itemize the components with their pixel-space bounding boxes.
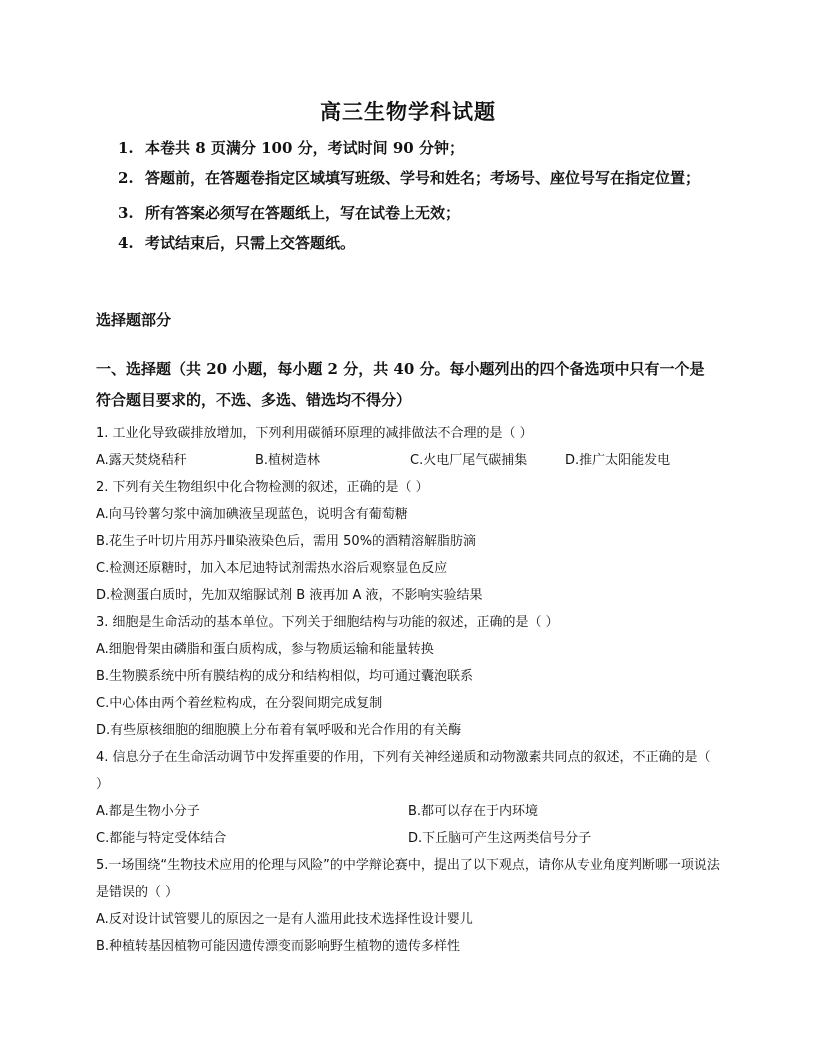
option-d: D.下丘脑可产生这两类信号分子	[408, 831, 592, 846]
question-stem: 4. 信息分子在生命活动调节中发挥重要的作用，下列有关神经递质和动物激素共同点的叙述，不正确的是（ ）	[96, 750, 711, 792]
instruction-number: 4.	[118, 234, 134, 252]
instruction-item	[118, 233, 718, 253]
page-title: 高三生物学科试题	[320, 99, 496, 124]
option-a: A.向马铃薯匀浆中滴加碘液呈现蓝色，说明含有葡萄糖	[96, 507, 408, 522]
option-row	[96, 447, 720, 474]
option-c: C.中心体由两个着丝粒构成，在分裂间期完成复制	[96, 696, 383, 711]
option-b: B.花生子叶切片用苏丹Ⅲ染液染色后，需用 50%的酒精溶解脂肪滴	[96, 534, 477, 549]
option-c: C.火电厂尾气碳捕集	[410, 453, 528, 468]
instruction-item	[118, 203, 718, 223]
option-c: C.检测还原糖时，加入本尼迪特试剂需热水浴后观察显色反应	[96, 561, 448, 576]
instructions-list	[118, 138, 718, 263]
option-d: D.推广太阳能发电	[565, 453, 671, 468]
option-a: A.反对设计试管婴儿的原因之一是有人滥用此技术选择性设计婴儿	[96, 912, 473, 927]
section-label: 选择题部分	[96, 311, 172, 329]
instruction-text: 本卷共 8 页满分 100 分，考试时间 90 分钟；	[145, 139, 464, 157]
option-a: A.露天焚烧秸秆	[96, 453, 187, 468]
instruction-number: 2.	[118, 169, 134, 187]
part-heading: 一、选择题（共 20 小题，每小题 2 分，共 40 分。每小题列出的四个备选项中只有一个是符合题目要求的，不选、多选、错选均不得分）	[96, 360, 705, 409]
option-b: B.生物膜系统中所有膜结构的成分和结构相似，均可通过囊泡联系	[96, 669, 474, 684]
option-c: C.都能与特定受体结合	[96, 831, 227, 846]
instruction-text: 考试结束后，只需上交答题纸。	[145, 234, 356, 252]
option-b: B.植树造林	[255, 453, 321, 468]
option-row	[96, 825, 720, 852]
option-b: B.种植转基因植物可能因遗传漂变而影响野生植物的遗传多样性	[96, 939, 461, 954]
option-a: A.细胞骨架由磷脂和蛋白质构成，参与物质运输和能量转换	[96, 642, 434, 657]
instruction-item	[118, 138, 718, 158]
option-a: A.都是生物小分子	[96, 804, 200, 819]
instruction-text: 所有答案必须写在答题纸上，写在试卷上无效；	[145, 204, 461, 222]
question-stem: 3. 细胞是生命活动的基本单位。下列关于细胞结构与功能的叙述，正确的是（ ）	[96, 615, 559, 630]
option-d: D.有些原核细胞的细胞膜上分布着有氧呼吸和光合作用的有关酶	[96, 723, 462, 738]
option-row	[96, 798, 720, 825]
instruction-item	[118, 168, 718, 193]
question-stem: 2. 下列有关生物组织中化合物检测的叙述，正确的是（ ）	[96, 480, 429, 495]
instruction-number: 1.	[118, 139, 134, 157]
option-b: B.都可以存在于内环境	[408, 804, 539, 819]
question-stem: 1. 工业化导致碳排放增加，下列利用碳循环原理的减排做法不合理的是（ ）	[96, 426, 533, 441]
option-d: D.检测蛋白质时，先加双缩脲试剂 B 液再加 A 液，不影响实验结果	[96, 588, 483, 603]
instruction-number: 3.	[118, 204, 134, 222]
question-stem: 5.一场围绕“生物技术应用的伦理与风险”的中学辩论赛中，提出了以下观点，请你从专业角度判断哪一项说法是错误的（ ）	[96, 858, 720, 900]
instruction-text: 答题前，在答题卷指定区域填写班级、学号和姓名；考场号、座位号写在指定位置；	[145, 169, 701, 187]
question-list	[96, 420, 720, 960]
